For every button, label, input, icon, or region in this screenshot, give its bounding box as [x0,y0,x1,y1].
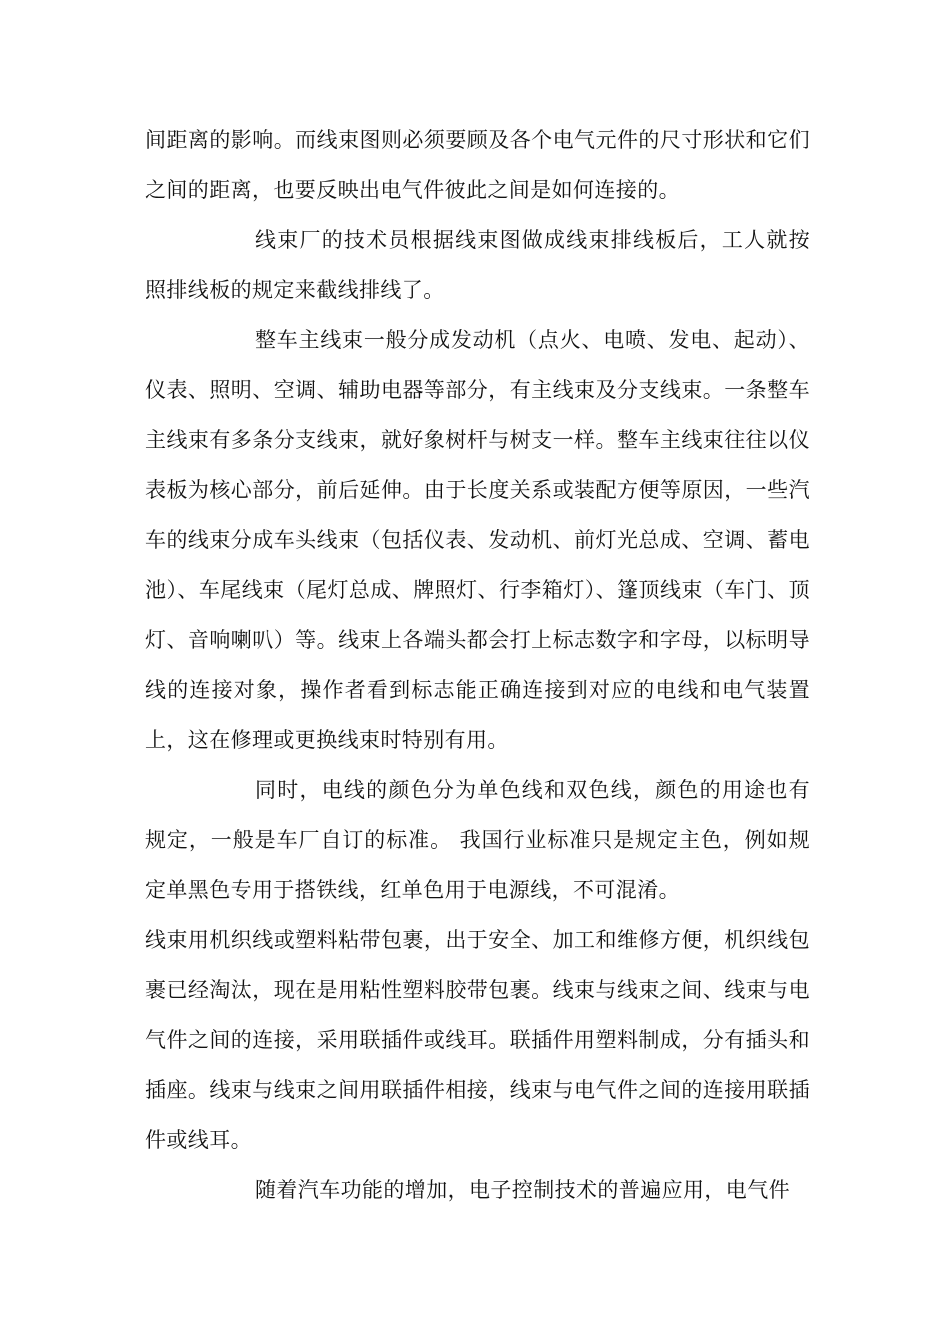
paragraph-6: 随着汽车功能的增加，电子控制技术的普遍应用，电气件 [255,1178,790,1202]
paragraph-1: 间距离的影响。而线束图则必须要顾及各个电气元件的尺寸形状和它们之间的距离，也要反映出电气件彼此之间是如何连接的。 [145,128,810,202]
paragraph-5: 线束用机织线或塑料粘带包裹，出于安全、加工和维修方便，机织线包裹已经淘汰，现在是用粘性塑料胶带包裹。线束与线束之间、线束与电气件之间的连接，采用联插件或线耳。联插件用塑料制成，分有插头和插座。线束与线束之间用联插件相接，线束与电气件之间的连接用联插件或线耳。 [145,928,810,1152]
paragraph-2: 线束厂的技术员根据线束图做成线束排线板后，工人就按照排线板的规定来截线排线了。 [145,228,810,302]
paragraph-4: 同时，电线的颜色分为单色线和双色线，颜色的用途也有规定，一般是车厂自订的标准。 我国行业标准只是规定主色，例如规定单黑色专用于搭铁线，红单色用于电源线，不可混淆。 [145,778,810,902]
body-text [145,115,810,1215]
paragraph-3: 整车主线束一般分成发动机（点火、电喷、发电、起动）、仪表、照明、空调、辅助电器等部分，有主线束及分支线束。一条整车主线束有多条分支线束，就好象树杆与树支一样。整车主线束往往以仪表板为核心部分，前后延伸。由于长度关系或装配方便等原因，一些汽车的线束分成车头线束（包括仪表、发动机、前灯光总成、空调、蓄电池）、车尾线束（尾灯总成、牌照灯、行李箱灯）、篷顶线束（车门、顶灯、音响喇叭）等。线束上各端头都会打上标志数字和字母，以标明导线的连接对象，操作者看到标志能正确连接到对应的电线和电气装置上，这在修理或更换线束时特别有用。 [145,328,810,752]
